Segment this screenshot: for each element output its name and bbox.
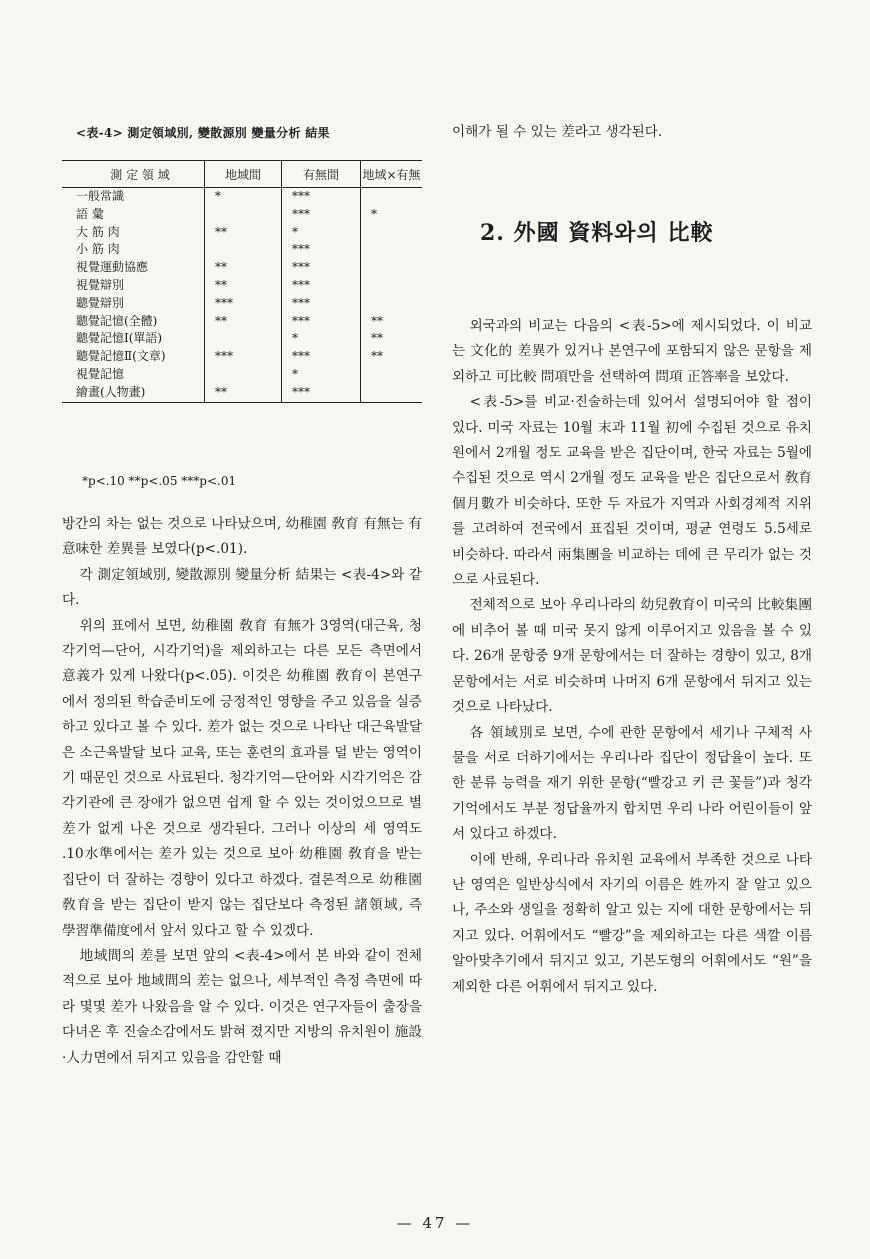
table-cell: *** bbox=[282, 241, 361, 259]
table-row bbox=[62, 295, 422, 313]
right-body-text bbox=[452, 314, 812, 1000]
table-cell: *** bbox=[205, 348, 282, 366]
header-interaction: 地域×有無 bbox=[361, 161, 423, 188]
table-row bbox=[62, 241, 422, 259]
table-cell bbox=[361, 366, 423, 384]
paragraph: 방간의 차는 없는 것으로 나타났으며, 幼稚園 敎育 有無는 有意味한 差異를 보였다(p<.01). bbox=[62, 516, 422, 558]
paragraph: 각 測定領域別, 變散源別 變量分析 結果는 <表-4>와 같다. bbox=[62, 566, 422, 609]
table-cell bbox=[361, 241, 423, 259]
table-cell: 大 筋 肉 bbox=[76, 224, 120, 239]
paragraph: 이에 반해, 우리나라 유치원 교육에서 부족한 것으로 나타난 영역은 일반상식에서 자기의 이름은 姓까지 잘 알고 있으나, 주소와 생일을 정확히 알고 있는 지에 대한 문항에서는 뒤지고 있다. 어휘에서도 “빨강”을 제외하고는 다른 색깔 이름 알아맞추기에서 뒤지고 있고, 기본도형의 어휘에서도 “원”을 제외한 다른 어휘에서 뒤지고 있다. bbox=[452, 851, 812, 995]
table-cell: * bbox=[282, 330, 361, 348]
header-region: 地域間 bbox=[205, 161, 282, 188]
table-row bbox=[62, 330, 422, 348]
table-cell: *** bbox=[282, 384, 361, 402]
table-cell: 聽覺記憶Ⅰ(單語) bbox=[76, 331, 163, 346]
table-cell: *** bbox=[282, 206, 361, 224]
table-cell: ** bbox=[205, 384, 282, 402]
significance-note: *p<.10 **p<.05 ***p<.01 bbox=[82, 474, 237, 488]
table-row bbox=[62, 224, 422, 242]
table-cell: 聽覺記憶Ⅱ(文章) bbox=[76, 349, 166, 364]
table-cell bbox=[361, 384, 423, 402]
table-cell: 視覺辯別 bbox=[76, 277, 125, 292]
table-cell bbox=[361, 277, 423, 295]
paragraph: 各 領域別로 보면, 수에 관한 문항에서 세기나 구체적 사물을 서로 더하기에서는 우리나라 집단이 정답율이 높다. 또한 분류 능력을 재기 위한 문항(“빨강고 키 큰 꽃들”)과 청각기억에서도 부분 정답율까지 합치면 우리 나라 어린이들이 앞서 있다고 하겠다. bbox=[452, 724, 812, 843]
table-cell: *** bbox=[282, 313, 361, 331]
table-cell: 聽覺辯別 bbox=[76, 295, 125, 310]
table-cell: ** bbox=[205, 313, 282, 331]
page-number: — 47 — bbox=[396, 1214, 474, 1232]
table-cell bbox=[205, 206, 282, 224]
table-cell: *** bbox=[205, 295, 282, 313]
table-cell bbox=[361, 224, 423, 242]
table-cell: *** bbox=[282, 277, 361, 295]
table-cell bbox=[361, 295, 423, 313]
table-cell: ** bbox=[361, 330, 423, 348]
table-cell bbox=[361, 188, 423, 206]
table-row bbox=[62, 259, 422, 277]
paragraph: 위의 표에서 보면, 幼稚園 敎育 有無가 3영역(대근육, 청각기억—단어, 시각기억)을 제외하고는 다른 모든 측면에서 意義가 있게 나왔다(p<.05). 이것은 幼稚園 敎育이 본연구에서 정의된 학습준비도에 긍정적인 영향을 주고 있음을 실증하고 있다고 볼 수 있다. 差가 없는 것으로 나타난 대근육발달은 소근육발달 보다 교육, 또는 훈련의 효과를 덜 받는 영역이기 때문인 것으로 사료된다. 청각기억—단어와 시각기억은 감각기관에 큰 장애가 없으면 쉽게 할 수 있는 것이었으므로 별 差가 없게 나온 것으로 생각된다. 그러나 이상의 세 영역도 .10水準에서는 差가 있는 것으로 보아 幼稚園 敎育을 받는 집단이 더 잘하는 경향이 있다고 하겠다. 결론적으로 幼稚園 敎育을 받는 집단이 받지 않는 집단보다 측정된 諸領域, 즉 學習準備度에서 앞서 있다고 할 수 있겠다. bbox=[62, 617, 422, 939]
variance-table bbox=[62, 160, 422, 403]
table-cell: *** bbox=[282, 295, 361, 313]
table-cell: * bbox=[282, 366, 361, 384]
table-header-row bbox=[62, 161, 422, 188]
table-cell: 語 彙 bbox=[76, 206, 104, 221]
table-cell bbox=[205, 330, 282, 348]
section-heading: 2. 外國 資料와의 比較 bbox=[480, 220, 714, 246]
table-cell: ** bbox=[361, 313, 423, 331]
table-cell: 繪畫(人物畫) bbox=[62, 384, 205, 402]
table-cell bbox=[361, 259, 423, 277]
table-cell: *** bbox=[282, 259, 361, 277]
table-cell: * bbox=[361, 206, 423, 224]
paragraph: <表-5>를 비교·진술하는데 있어서 설명되어야 할 점이 있다. 미국 자료는 10월 末과 11월 初에 수집된 것으로 유치원에서 2개월 정도 교육을 받은 집단이며, 한국 자료는 5월에 수집된 것으로 역시 2개월 정도 교육을 받은 집단으로서 敎育 個月數가 비슷하다. 또한 두 자료가 지역과 사회경제적 지위를 고려하여 전국에서 표집된 것이며, 평균 연령도 5.5세로 비슷하다. 따라서 兩集團을 비교하는 데에 큰 무리가 없는 것으로 사료된다. bbox=[452, 394, 812, 589]
paragraph: 전체적으로 보아 우리나라의 幼兒敎育이 미국의 比較集團에 비추어 볼 때 미국 못지 않게 이루어지고 있음을 볼 수 있다. 26개 문항중 9개 문항에서는 더 잘하는 경향이 있고, 8개 문항에서는 서로 비슷하며 나머지 6개 문항에서 뒤지고 있는 것으로 나타났다. bbox=[452, 597, 812, 716]
table-cell: * bbox=[205, 188, 282, 206]
table-cell: ** bbox=[205, 224, 282, 242]
table-cell: 一般常識 bbox=[76, 189, 125, 203]
left-body-text bbox=[62, 512, 422, 1071]
table-cell: 視覺記憶 bbox=[76, 366, 125, 381]
table-cell: *** bbox=[282, 188, 361, 206]
table-row bbox=[62, 206, 422, 224]
table-cell bbox=[205, 241, 282, 259]
table-cell: ** bbox=[361, 348, 423, 366]
table-body bbox=[62, 188, 422, 403]
header-domain: 測 定 領 域 bbox=[62, 161, 205, 188]
table-row bbox=[62, 366, 422, 384]
continued-sentence: 이해가 될 수 있는 差라고 생각된다. bbox=[452, 124, 663, 140]
header-presence: 有無間 bbox=[282, 161, 361, 188]
table-caption: <表-4> 測定領域別, 變散源別 變量分析 結果 bbox=[76, 126, 330, 140]
table-row bbox=[62, 348, 422, 366]
table-row bbox=[62, 277, 422, 295]
table-cell: * bbox=[282, 224, 361, 242]
paragraph: 외국과의 비교는 다음의 <表-5>에 제시되었다. 이 비교는 文化的 差異가 있거나 본연구에 포함되지 않은 문항을 제외하고 可比較 問項만을 선택하여 問項 正答率을 보았다. bbox=[452, 318, 812, 385]
table-cell: *** bbox=[282, 348, 361, 366]
table-cell bbox=[205, 366, 282, 384]
table-row bbox=[62, 384, 422, 402]
table-cell: 視覺運動協應 bbox=[76, 260, 149, 275]
table-row bbox=[62, 188, 422, 206]
table-cell: 小 筋 肉 bbox=[76, 242, 120, 257]
table-cell: 聽覺記憶(全體) bbox=[76, 313, 158, 328]
table-cell: ** bbox=[205, 259, 282, 277]
table-row bbox=[62, 313, 422, 331]
paragraph: 地域間의 差를 보면 앞의 <表-4>에서 본 바와 같이 전체적으로 보아 地域間의 差는 없으나, 세부적인 측정 측면에 따라 몇몇 差가 나왔음을 알 수 있다. 이것은 연구자들이 출장을 다녀온 후 진술소감에서도 밝혀 졌지만 지방의 유치원이 施設·人力면에서 뒤지고 있음을 감안할 때 bbox=[62, 947, 422, 1066]
table-cell: ** bbox=[205, 277, 282, 295]
